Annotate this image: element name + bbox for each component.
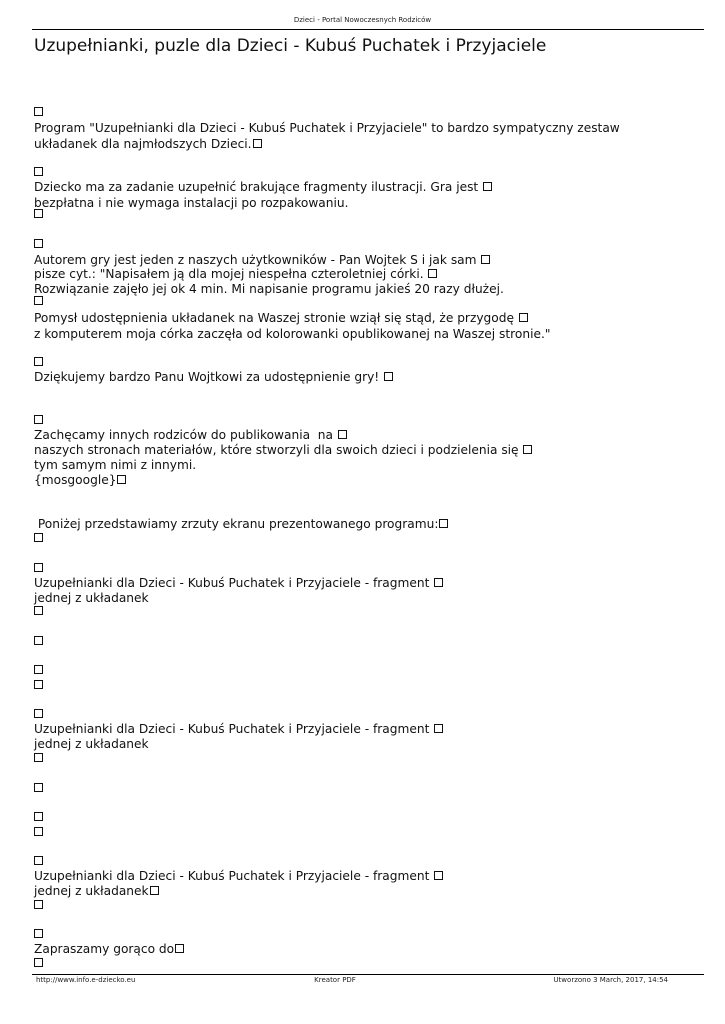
- footer-divider: [32, 974, 704, 975]
- placeholder-glyph-line: [34, 662, 44, 678]
- placeholder-glyph-line: [34, 206, 44, 222]
- placeholder-glyph-line: [34, 955, 44, 971]
- placeholder-glyph-line: [34, 897, 44, 913]
- missing-glyph-icon: [34, 209, 43, 218]
- missing-glyph-icon: [34, 753, 43, 762]
- text-line: pisze cyt.: "Napisałem ją dla mojej niespełna czteroletniej córki.: [34, 266, 438, 282]
- missing-glyph-icon: [175, 944, 184, 953]
- text-line: Zapraszamy gorąco do: [34, 941, 185, 957]
- missing-glyph-icon: [150, 886, 159, 895]
- missing-glyph-icon: [34, 563, 43, 572]
- text-line: Dziękujemy bardzo Panu Wojtkowi za udostępnienie gry!: [34, 369, 394, 385]
- missing-glyph-icon: [434, 871, 443, 880]
- footer-created-date: Utworzono 3 March, 2017, 14:54: [553, 976, 668, 984]
- placeholder-glyph-line: [34, 750, 44, 766]
- missing-glyph-icon: [34, 167, 43, 176]
- image-caption: Uzupełnianki dla Dzieci - Kubuś Puchatek i Przyjaciele - fragment: [34, 575, 444, 591]
- placeholder-glyph-line: [34, 853, 44, 869]
- text-line: Pomysł udostępnienia układanek na Waszej stronie wziął się stąd, że przygodę: [34, 310, 529, 326]
- missing-glyph-icon: [481, 255, 490, 264]
- site-header: Dzieci - Portal Nowoczesnych Rodziców: [293, 16, 432, 24]
- missing-glyph-icon: [34, 296, 43, 305]
- text-line: naszych stronach materiałów, które stworzyli dla swoich dzieci i podzielenia się: [34, 442, 533, 458]
- placeholder-glyph-line: [34, 560, 44, 576]
- image-caption: jednej z układanek: [34, 737, 149, 751]
- missing-glyph-icon: [338, 430, 347, 439]
- missing-glyph-icon: [434, 578, 443, 587]
- text-line: Program "Uzupełnianki dla Dzieci - Kubuś Puchatek i Przyjaciele" to bardzo sympatyczny zestaw: [34, 121, 620, 135]
- missing-glyph-icon: [523, 445, 532, 454]
- missing-glyph-icon: [439, 519, 448, 528]
- missing-glyph-icon: [34, 533, 43, 542]
- text-line: Poniżej przedstawiamy zrzuty ekranu prezentowanego programu:: [34, 516, 449, 532]
- text-line: układanek dla najmłodszych Dzieci.: [34, 136, 263, 152]
- placeholder-glyph-line: [34, 412, 44, 428]
- image-caption: Uzupełnianki dla Dzieci - Kubuś Puchatek i Przyjaciele - fragment: [34, 721, 444, 737]
- missing-glyph-icon: [34, 680, 43, 689]
- missing-glyph-icon: [34, 958, 43, 967]
- missing-glyph-icon: [117, 475, 126, 484]
- missing-glyph-icon: [34, 900, 43, 909]
- missing-glyph-icon: [34, 415, 43, 424]
- placeholder-glyph-line: [34, 236, 44, 252]
- missing-glyph-icon: [34, 709, 43, 718]
- text-line: Autorem gry jest jeden z naszych użytkowników - Pan Wojtek S i jak sam: [34, 252, 491, 268]
- missing-glyph-icon: [253, 139, 262, 148]
- missing-glyph-icon: [384, 372, 393, 381]
- missing-glyph-icon: [428, 269, 437, 278]
- placeholder-glyph-line: [34, 780, 44, 796]
- missing-glyph-icon: [34, 107, 43, 116]
- missing-glyph-icon: [34, 929, 43, 938]
- text-line: {mosgoogle}: [34, 472, 127, 488]
- image-caption: jednej z układanek: [34, 591, 149, 605]
- missing-glyph-icon: [483, 182, 492, 191]
- placeholder-glyph-line: [34, 633, 44, 649]
- placeholder-glyph-line: [34, 530, 44, 546]
- footer-generator: Kreator PDF: [314, 976, 356, 984]
- text-line: Zachęcamy innych rodziców do publikowania na: [34, 427, 348, 443]
- placeholder-glyph-line: [34, 677, 44, 693]
- text-line: bezpłatna i nie wymaga instalacji po rozpakowaniu.: [34, 196, 349, 210]
- missing-glyph-icon: [34, 856, 43, 865]
- missing-glyph-icon: [34, 606, 43, 615]
- missing-glyph-icon: [34, 783, 43, 792]
- page-title: Uzupełnianki, puzle dla Dzieci - Kubuś Puchatek i Przyjaciele: [34, 36, 547, 56]
- footer-url[interactable]: http://www.info.e-dziecko.eu: [36, 976, 136, 984]
- placeholder-glyph-line: [34, 354, 44, 370]
- image-caption: jednej z układanek: [34, 883, 160, 899]
- placeholder-glyph-line: [34, 706, 44, 722]
- text-line: z komputerem moja córka zaczęła od kolorowanki opublikowanej na Waszej stronie.": [34, 327, 551, 341]
- missing-glyph-icon: [34, 357, 43, 366]
- image-caption: Uzupełnianki dla Dzieci - Kubuś Puchatek i Przyjaciele - fragment: [34, 868, 444, 884]
- missing-glyph-icon: [34, 827, 43, 836]
- placeholder-glyph-line: [34, 164, 44, 180]
- placeholder-glyph-line: [34, 104, 44, 120]
- missing-glyph-icon: [434, 724, 443, 733]
- missing-glyph-icon: [519, 313, 528, 322]
- placeholder-glyph-line: [34, 293, 44, 309]
- text-line: tym samym nimi z innymi.: [34, 458, 197, 472]
- text-line: Dziecko ma za zadanie uzupełnić brakujące fragmenty ilustracji. Gra jest: [34, 179, 493, 195]
- missing-glyph-icon: [34, 636, 43, 645]
- header-divider: [32, 29, 704, 30]
- placeholder-glyph-line: [34, 603, 44, 619]
- missing-glyph-icon: [34, 812, 43, 821]
- placeholder-glyph-line: [34, 824, 44, 840]
- placeholder-glyph-line: [34, 809, 44, 825]
- missing-glyph-icon: [34, 665, 43, 674]
- placeholder-glyph-line: [34, 926, 44, 942]
- missing-glyph-icon: [34, 239, 43, 248]
- text-line: Rozwiązanie zajęło jej ok 4 min. Mi napisanie programu jakieś 20 razy dłużej.: [34, 282, 504, 296]
